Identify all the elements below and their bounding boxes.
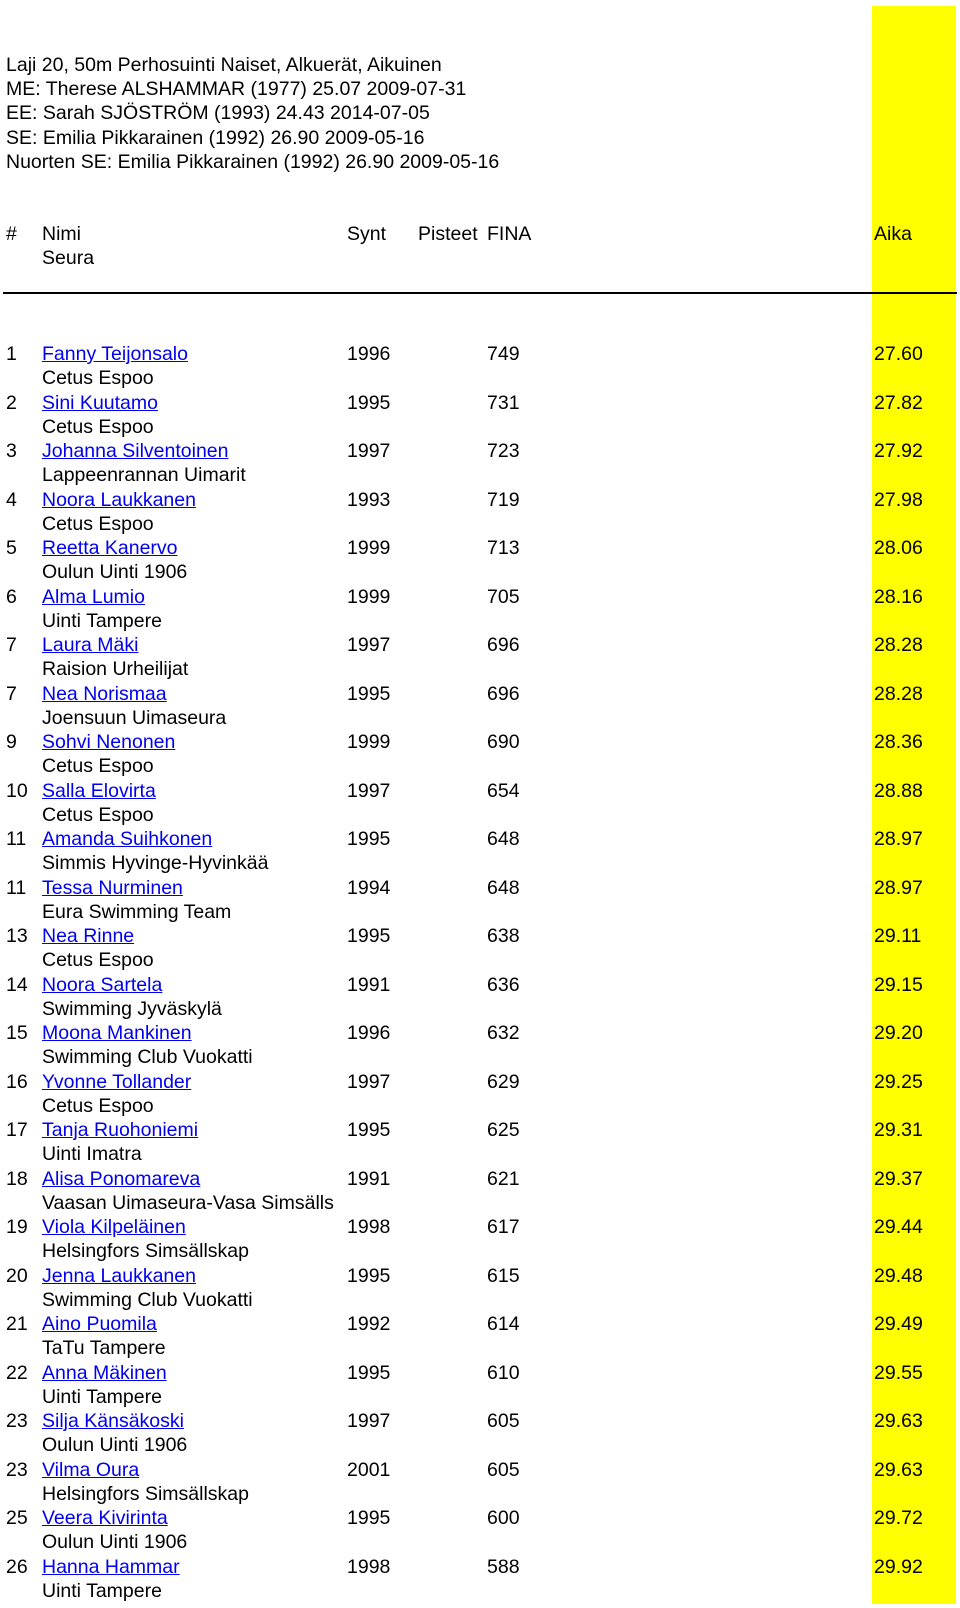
result-time: 29.63 (874, 1458, 923, 1481)
result-rank: 23 (6, 1410, 28, 1432)
result-time: 29.11 (874, 925, 922, 947)
club-name: TaTu Tampere (42, 1337, 166, 1359)
birth-year: 1995 (347, 1119, 391, 1141)
result-row (0, 827, 960, 876)
athlete-name-link[interactable]: Aino Puomila (42, 1313, 157, 1335)
club-name: Joensuun Uimaseura (42, 706, 227, 729)
club-name: Eura Swimming Team (42, 900, 232, 923)
result-row (0, 633, 960, 682)
athlete-name-link[interactable]: Salla Elovirta (42, 779, 156, 802)
fina-points: 713 (487, 537, 520, 559)
club-name: Lappeenrannan Uimarit (42, 464, 246, 486)
result-rank: 4 (6, 488, 17, 511)
birth-year: 1999 (347, 537, 391, 559)
athlete-name-link[interactable]: Tessa Nurminen (42, 876, 183, 899)
result-time: 29.48 (874, 1264, 923, 1287)
birth-year: 1991 (347, 1167, 391, 1190)
result-rank: 16 (6, 1070, 28, 1093)
birth-year: 1993 (347, 488, 391, 511)
athlete-name-link[interactable]: Nea Rinne (42, 925, 135, 947)
result-rank: 11 (6, 828, 27, 850)
result-row (0, 1264, 960, 1313)
club-name: Swimming Jyväskylä (42, 997, 222, 1020)
result-time: 28.06 (874, 537, 923, 559)
result-rank: 7 (6, 682, 17, 705)
club-name: Cetus Espoo (42, 512, 154, 535)
birth-year: 1996 (347, 1022, 391, 1044)
birth-year: 1991 (347, 973, 391, 996)
athlete-name-link[interactable]: Vilma Oura (42, 1458, 140, 1481)
athlete-name-link[interactable]: Noora Sartela (42, 973, 163, 996)
club-name: Oulun Uinti 1906 (42, 1531, 188, 1553)
header-divider (3, 292, 957, 294)
result-time: 27.98 (874, 488, 923, 511)
col-header-time: Aika (874, 223, 912, 245)
club-name: Helsingfors Simsällskap (42, 1240, 249, 1262)
fina-points: 696 (487, 682, 520, 705)
result-time: 29.37 (874, 1167, 923, 1190)
result-rank: 23 (6, 1458, 28, 1481)
birth-year: 1994 (347, 876, 391, 899)
fina-points: 588 (487, 1555, 520, 1578)
club-name: Helsingfors Simsällskap (42, 1482, 249, 1505)
athlete-name-link[interactable]: Anna Mäkinen (42, 1361, 167, 1384)
club-name: Oulun Uinti 1906 (42, 561, 188, 583)
fina-points: 705 (487, 585, 520, 608)
result-row (0, 1555, 960, 1604)
birth-year: 1995 (347, 391, 391, 414)
result-time: 29.20 (874, 1022, 923, 1044)
birth-year: 1997 (347, 1410, 391, 1432)
result-time: 28.97 (874, 876, 923, 899)
club-name: Cetus Espoo (42, 803, 154, 826)
athlete-name-link[interactable]: Laura Mäki (42, 634, 139, 656)
fina-points: 648 (487, 828, 520, 850)
club-name: Uinti Tampere (42, 609, 162, 632)
club-name: Simmis Hyvinge-Hyvinkää (42, 852, 269, 874)
birth-year: 1995 (347, 1507, 391, 1529)
fina-points: 629 (487, 1070, 520, 1093)
event-header (6, 53, 499, 174)
result-rank: 1 (6, 343, 17, 365)
result-time: 28.16 (874, 585, 923, 608)
result-time: 28.88 (874, 779, 923, 802)
result-row (0, 1506, 960, 1555)
athlete-name-link[interactable]: Reetta Kanervo (42, 537, 178, 559)
result-time: 29.55 (874, 1361, 923, 1384)
result-rank: 25 (6, 1507, 28, 1529)
fina-points: 625 (487, 1119, 520, 1141)
result-rank: 11 (6, 876, 27, 899)
result-rank: 15 (6, 1022, 28, 1044)
fina-points: 719 (487, 488, 520, 511)
birth-year: 1997 (347, 440, 391, 462)
result-row (0, 1021, 960, 1070)
athlete-name-link[interactable]: Johanna Silventoinen (42, 440, 229, 462)
result-row (0, 1215, 960, 1264)
result-time: 29.31 (874, 1119, 923, 1141)
birth-year: 1995 (347, 682, 391, 705)
fina-points: 632 (487, 1022, 520, 1044)
birth-year: 1998 (347, 1555, 391, 1578)
result-rank: 20 (6, 1264, 28, 1287)
fina-points: 600 (487, 1507, 520, 1529)
result-row (0, 439, 960, 488)
result-row (0, 1312, 960, 1361)
athlete-name-link[interactable]: Tanja Ruohoniemi (42, 1119, 199, 1141)
birth-year: 1995 (347, 925, 391, 947)
athlete-name-link[interactable]: Viola Kilpeläinen (42, 1216, 186, 1238)
fina-points: 636 (487, 973, 520, 996)
fina-points: 610 (487, 1361, 520, 1384)
result-row (0, 682, 960, 731)
result-row (0, 1118, 960, 1167)
result-rank: 6 (6, 585, 17, 608)
athlete-name-link[interactable]: Alma Lumio (42, 585, 145, 608)
birth-year: 1997 (347, 634, 391, 656)
athlete-name-link[interactable]: Noora Laukkanen (42, 488, 196, 511)
fina-points: 731 (487, 391, 520, 414)
club-name: Cetus Espoo (42, 1094, 154, 1117)
athlete-name-link[interactable]: Nea Norismaa (42, 682, 167, 705)
result-time: 27.92 (874, 440, 923, 462)
result-time: 27.82 (874, 391, 923, 414)
athlete-name-link[interactable]: Alisa Ponomareva (42, 1167, 201, 1190)
result-rank: 21 (6, 1313, 28, 1335)
birth-year: 1997 (347, 779, 391, 802)
result-time: 29.25 (874, 1070, 923, 1093)
club-name: Cetus Espoo (42, 755, 154, 777)
result-row (0, 1070, 960, 1119)
club-name: Vaasan Uimaseura-Vasa Simsälls (42, 1191, 334, 1214)
result-rank: 5 (6, 537, 17, 559)
result-time: 29.63 (874, 1410, 923, 1432)
fina-points: 638 (487, 925, 520, 947)
athlete-name-link[interactable]: Amanda Suihkonen (42, 828, 213, 850)
result-row (0, 1167, 960, 1216)
fina-points: 615 (487, 1264, 520, 1287)
result-rank: 7 (6, 634, 17, 656)
col-header-club: Seura (42, 247, 95, 269)
club-name: Uinti Tampere (42, 1385, 162, 1408)
fina-points: 605 (487, 1458, 520, 1481)
athlete-name-link[interactable]: Veera Kivirinta (42, 1507, 168, 1529)
result-time: 28.28 (874, 634, 923, 656)
result-time: 28.28 (874, 682, 923, 705)
result-row (0, 391, 960, 440)
club-name: Cetus Espoo (42, 949, 154, 971)
birth-year: 1997 (347, 1070, 391, 1093)
result-row (0, 1409, 960, 1458)
club-name: Oulun Uinti 1906 (42, 1434, 188, 1456)
result-row (0, 585, 960, 634)
result-time: 29.72 (874, 1507, 923, 1529)
result-row (0, 924, 960, 973)
result-time: 27.60 (874, 343, 923, 365)
birth-year: 1992 (347, 1313, 391, 1335)
result-rank: 13 (6, 925, 28, 947)
fina-points: 690 (487, 731, 520, 753)
result-row (0, 876, 960, 925)
result-rank: 3 (6, 440, 17, 462)
result-row (0, 1458, 960, 1507)
fina-points: 621 (487, 1167, 520, 1190)
col-header-fina: FINA (487, 223, 532, 245)
record-european: EE: Sarah SJÖSTRÖM (1993) 24.43 2014-07-05 (6, 102, 430, 125)
result-row (0, 973, 960, 1022)
club-name: Cetus Espoo (42, 415, 154, 438)
athlete-name-link[interactable]: Yvonne Tollander (42, 1070, 192, 1093)
result-rank: 22 (6, 1361, 28, 1384)
birth-year: 1995 (347, 828, 391, 850)
club-name: Uinti Imatra (42, 1143, 142, 1165)
col-header-name: Nimi (42, 223, 81, 245)
result-rank: 18 (6, 1167, 28, 1190)
birth-year: 1995 (347, 1361, 391, 1384)
club-name: Swimming Club Vuokatti (42, 1046, 253, 1068)
fina-points: 614 (487, 1313, 520, 1335)
fina-points: 723 (487, 440, 520, 462)
athlete-name-link[interactable]: Silja Känsäkoski (42, 1410, 184, 1432)
result-time: 28.97 (874, 828, 923, 850)
record-finnish: SE: Emilia Pikkarainen (1992) 26.90 2009-05-16 (6, 126, 425, 149)
fina-points: 617 (487, 1216, 520, 1238)
birth-year: 1995 (347, 1264, 391, 1287)
record-finnish-junior: Nuorten SE: Emilia Pikkarainen (1992) 26.90 2009-05-16 (6, 150, 500, 173)
fina-points: 648 (487, 876, 520, 899)
result-rank: 10 (6, 779, 28, 802)
result-row (0, 488, 960, 537)
birth-year: 1999 (347, 585, 391, 608)
birth-year: 1998 (347, 1216, 391, 1238)
birth-year: 1999 (347, 731, 391, 753)
result-rank: 26 (6, 1555, 28, 1578)
athlete-name-link[interactable]: Fanny Teijonsalo (42, 343, 188, 365)
results-list (0, 342, 960, 1603)
birth-year: 2001 (347, 1458, 391, 1481)
record-world: ME: Therese ALSHAMMAR (1977) 25.07 2009-07-31 (6, 78, 467, 101)
athlete-name-link[interactable]: Sini Kuutamo (42, 391, 158, 414)
fina-points: 654 (487, 779, 520, 802)
result-rank: 2 (6, 391, 17, 414)
athlete-name-link[interactable]: Hanna Hammar (42, 1555, 180, 1578)
result-row (0, 730, 960, 779)
athlete-name-link[interactable]: Sohvi Nenonen (42, 731, 176, 753)
result-time: 29.44 (874, 1216, 923, 1238)
club-name: Uinti Tampere (42, 1579, 162, 1602)
result-rank: 14 (6, 973, 28, 996)
result-rank: 19 (6, 1216, 28, 1238)
club-name: Raision Urheilijat (42, 658, 189, 680)
result-time: 29.49 (874, 1313, 923, 1335)
club-name: Cetus Espoo (42, 367, 154, 389)
result-rank: 17 (6, 1119, 28, 1141)
result-row (0, 342, 960, 391)
birth-year: 1996 (347, 343, 391, 365)
result-time: 29.92 (874, 1555, 923, 1578)
result-row (0, 1361, 960, 1410)
fina-points: 749 (487, 343, 520, 365)
result-time: 29.15 (874, 973, 923, 996)
col-header-points: Pisteet (418, 223, 478, 245)
result-row (0, 536, 960, 585)
event-title: Laji 20, 50m Perhosuinti Naiset, Alkuerät, Aikuinen (6, 54, 442, 76)
fina-points: 696 (487, 634, 520, 656)
result-row (0, 779, 960, 828)
result-time: 28.36 (874, 731, 923, 753)
col-header-year: Synt (347, 223, 387, 245)
athlete-name-link[interactable]: Moona Mankinen (42, 1022, 192, 1044)
result-rank: 9 (6, 731, 17, 753)
athlete-name-link[interactable]: Jenna Laukkanen (42, 1264, 196, 1287)
fina-points: 605 (487, 1410, 520, 1432)
club-name: Swimming Club Vuokatti (42, 1288, 253, 1311)
col-header-rank: # (6, 223, 17, 245)
